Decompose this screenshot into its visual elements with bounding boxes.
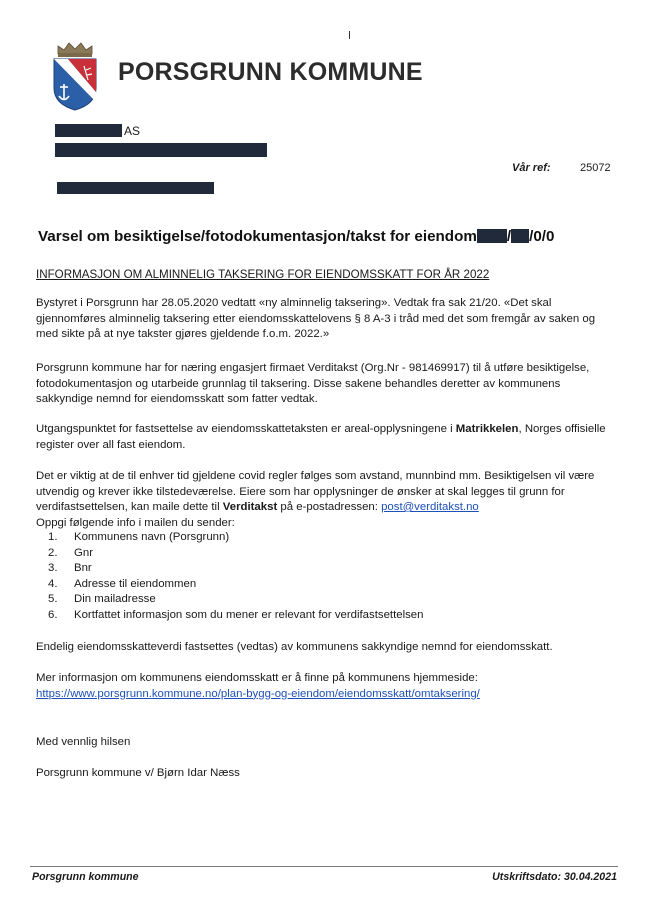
reference-label: Vår ref: <box>512 162 551 174</box>
company-suffix: AS <box>124 124 141 138</box>
paragraph-final-value: Endelig eiendomsskatteverdi fastsettes (vedtas) av kommunens sakkyndige nemnd for eiendomsskatt. <box>36 641 553 653</box>
matrikkel-text-2: , Norges offisielle register over all fast eiendom. <box>36 423 606 451</box>
paragraph-decision: Bystyret i Porsgrunn har 28.05.2020 vedtatt «ny alminnelig taksering». Vedtak fra sak 21/20. «Det skal gjennomføres alminnelig taksering etter eiendomsskattelovens § 8 A-3 i tråd med det som fremgår av saken og med sikte på at nye takster gjøres gjeldende f.o.m. 2022.» <box>36 297 596 340</box>
list-number: 2. <box>48 546 58 559</box>
redacted-postal-line <box>57 182 214 194</box>
paragraph-verditakst: Porsgrunn kommune har for næring engasjert firmaet Verditakst (Org.Nr - 981469917) til å utføre besiktigelse, fotodokumentasjon og utarbeide grunnlag til taksering. Disse sakene behandles deretter av kommunens sakkyndige nemnd for eiendomsskatt som fatter vedtak. <box>36 362 590 405</box>
list-text: Kommunens navn (Porsgrunn) <box>74 531 230 543</box>
list-text: Bnr <box>74 562 92 574</box>
matrikkel-bold: Matrikkelen <box>455 423 519 435</box>
list-text: Adresse til eiendommen <box>74 577 197 590</box>
title-separator: / <box>506 228 512 245</box>
reference-value: 25072 <box>580 162 611 174</box>
list-number: 3. <box>48 562 58 574</box>
website-link[interactable]: https://www.porsgrunn.kommune.no/plan-bygg-og-eiendom/eiendomsskatt/omtaksering/ <box>36 687 480 700</box>
paragraph-covid <box>36 469 616 531</box>
info-list <box>36 530 423 623</box>
redacted-address-line <box>55 143 267 157</box>
list-item <box>36 577 423 593</box>
list-item <box>36 530 423 546</box>
info-instruction: Oppgi følgende info i mailen du sender: <box>36 516 235 529</box>
footer-divider <box>30 866 618 867</box>
section-heading: INFORMASJON OM ALMINNELIG TAKSERING FOR EIENDOMSSKATT FOR ÅR 2022 <box>36 268 490 281</box>
list-item <box>36 592 423 608</box>
list-number: 5. <box>48 593 58 605</box>
coat-of-arms-logo <box>50 40 100 112</box>
letter-title <box>38 228 554 245</box>
page-mark <box>349 31 350 39</box>
list-text: Din mailadresse <box>74 593 156 605</box>
more-info-text: Mer informasjon om kommunens eiendomsskatt er å finne på kommunens hjemmeside: <box>36 672 478 684</box>
paragraph-more-info <box>36 671 616 702</box>
list-number: 6. <box>48 608 58 621</box>
list-number: 4. <box>48 577 58 590</box>
list-item <box>36 561 423 577</box>
email-link[interactable]: post@verditakst.no <box>381 501 479 513</box>
covid-text-mid: på e-postadressen: <box>277 501 382 513</box>
org-name: PORSGRUNN KOMMUNE <box>118 58 423 86</box>
list-number: 1. <box>48 531 58 543</box>
redacted-company-name <box>55 124 122 137</box>
paragraph-matrikkelen <box>36 422 616 453</box>
list-text: Kortfattet informasjon som du mener er relevant for verdifastsettelsen <box>74 608 424 621</box>
footer-org: Porsgrunn kommune <box>32 871 139 883</box>
covid-text: Det er viktig at de til enhver tid gjeldene covid regler følges som avstand, munnbind mm. Besiktigelsen vil være utvendig og krever ikke tilstedeværelse. Eiere som har opplysninger de ønsker at skal legges til grunn for verdifastsettelsen, kan maile dette til <box>36 470 595 513</box>
redacted-bnr <box>511 229 529 243</box>
list-item <box>36 546 423 562</box>
title-suffix: /0/0 <box>529 228 555 245</box>
list-text: Gnr <box>74 546 93 559</box>
matrikkel-text-1: Utgangspunktet for fastsettelse av eiendomsskattetaksten er areal-opplysningene i <box>36 423 456 435</box>
signature: Porsgrunn kommune v/ Bjørn Idar Næss <box>36 767 240 779</box>
verditakst-bold: Verditakst <box>222 501 278 513</box>
greeting: Med vennlig hilsen <box>36 736 131 748</box>
title-text: Varsel om besiktigelse/fotodokumentasjon/takst for eiendom <box>38 228 477 245</box>
redacted-gnr <box>477 229 507 243</box>
footer-print-date: Utskriftsdato: 30.04.2021 <box>492 871 617 883</box>
list-item <box>36 608 423 624</box>
